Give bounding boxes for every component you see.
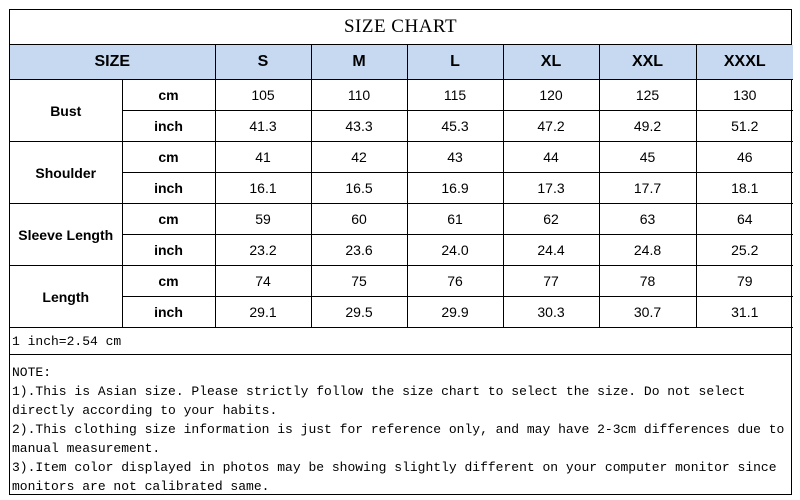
table-cell: 77 (503, 266, 599, 297)
size-header-label: SIZE (10, 45, 215, 80)
measurement-label: Sleeve Length (10, 204, 122, 266)
table-cell: 16.9 (407, 173, 503, 204)
table-cell: 125 (599, 80, 696, 111)
conversion-note: 1 inch=2.54 cm (10, 329, 791, 355)
table-cell: 49.2 (599, 111, 696, 142)
notes-section (10, 329, 791, 496)
table-cell: 74 (215, 266, 311, 297)
table-cell: 24.4 (503, 235, 599, 266)
table-row (10, 297, 793, 328)
table-cell: 63 (599, 204, 696, 235)
measurement-label: Length (10, 266, 122, 328)
table-cell: 23.6 (311, 235, 407, 266)
table-cell: 75 (311, 266, 407, 297)
size-column-header: XL (503, 45, 599, 80)
table-row (10, 204, 793, 235)
unit-label: cm (122, 204, 215, 235)
note-line: 3).Item color displayed in photos may be showing slightly different on your computer monitor since monitors are not calibrated same. (12, 460, 777, 494)
size-chart-card (9, 9, 792, 495)
table-cell: 41 (215, 142, 311, 173)
table-cell: 60 (311, 204, 407, 235)
table-cell: 110 (311, 80, 407, 111)
unit-label: cm (122, 80, 215, 111)
measurement-label: Shoulder (10, 142, 122, 204)
unit-label: cm (122, 142, 215, 173)
table-cell: 46 (696, 142, 793, 173)
unit-label: inch (122, 235, 215, 266)
header-row (10, 45, 793, 80)
table-cell: 24.0 (407, 235, 503, 266)
table-row (10, 266, 793, 297)
table-cell: 17.7 (599, 173, 696, 204)
table-row (10, 80, 793, 111)
table-cell: 64 (696, 204, 793, 235)
size-column-header: XXL (599, 45, 696, 80)
table-cell: 29.9 (407, 297, 503, 328)
table-cell: 115 (407, 80, 503, 111)
table-cell: 45 (599, 142, 696, 173)
table-cell: 79 (696, 266, 793, 297)
chart-title: SIZE CHART (10, 10, 791, 45)
table-row (10, 111, 793, 142)
size-column-header: S (215, 45, 311, 80)
table-cell: 42 (311, 142, 407, 173)
table-cell: 41.3 (215, 111, 311, 142)
table-cell: 25.2 (696, 235, 793, 266)
table-cell: 47.2 (503, 111, 599, 142)
table-cell: 24.8 (599, 235, 696, 266)
table-cell: 23.2 (215, 235, 311, 266)
unit-label: inch (122, 173, 215, 204)
table-cell: 43.3 (311, 111, 407, 142)
table-cell: 44 (503, 142, 599, 173)
table-cell: 78 (599, 266, 696, 297)
table-cell: 62 (503, 204, 599, 235)
size-column-header: M (311, 45, 407, 80)
table-cell: 29.1 (215, 297, 311, 328)
table-cell: 16.5 (311, 173, 407, 204)
note-line: 1).This is Asian size. Please strictly follow the size chart to select the size. Do not select directly according to your habits. (12, 384, 746, 418)
table-row (10, 173, 793, 204)
table-cell: 30.3 (503, 297, 599, 328)
table-cell: 120 (503, 80, 599, 111)
size-column-header: XXXL (696, 45, 793, 80)
measurement-label: Bust (10, 80, 122, 142)
unit-label: inch (122, 111, 215, 142)
table-cell: 43 (407, 142, 503, 173)
note-block (10, 355, 791, 496)
table-cell: 61 (407, 204, 503, 235)
table-cell: 51.2 (696, 111, 793, 142)
table-cell: 31.1 (696, 297, 793, 328)
unit-label: inch (122, 297, 215, 328)
table-cell: 16.1 (215, 173, 311, 204)
table-cell: 30.7 (599, 297, 696, 328)
note-line: 2).This clothing size information is just for reference only, and may have 2-3cm differences due to manual measurement. (12, 422, 785, 456)
table-cell: 59 (215, 204, 311, 235)
table-cell: 76 (407, 266, 503, 297)
table-cell: 17.3 (503, 173, 599, 204)
table-cell: 29.5 (311, 297, 407, 328)
table-cell: 130 (696, 80, 793, 111)
size-column-header: L (407, 45, 503, 80)
table-row (10, 142, 793, 173)
table-cell: 18.1 (696, 173, 793, 204)
table-row (10, 235, 793, 266)
unit-label: cm (122, 266, 215, 297)
table-cell: 45.3 (407, 111, 503, 142)
note-heading: NOTE: (12, 365, 52, 380)
size-table (10, 45, 793, 328)
table-cell: 105 (215, 80, 311, 111)
